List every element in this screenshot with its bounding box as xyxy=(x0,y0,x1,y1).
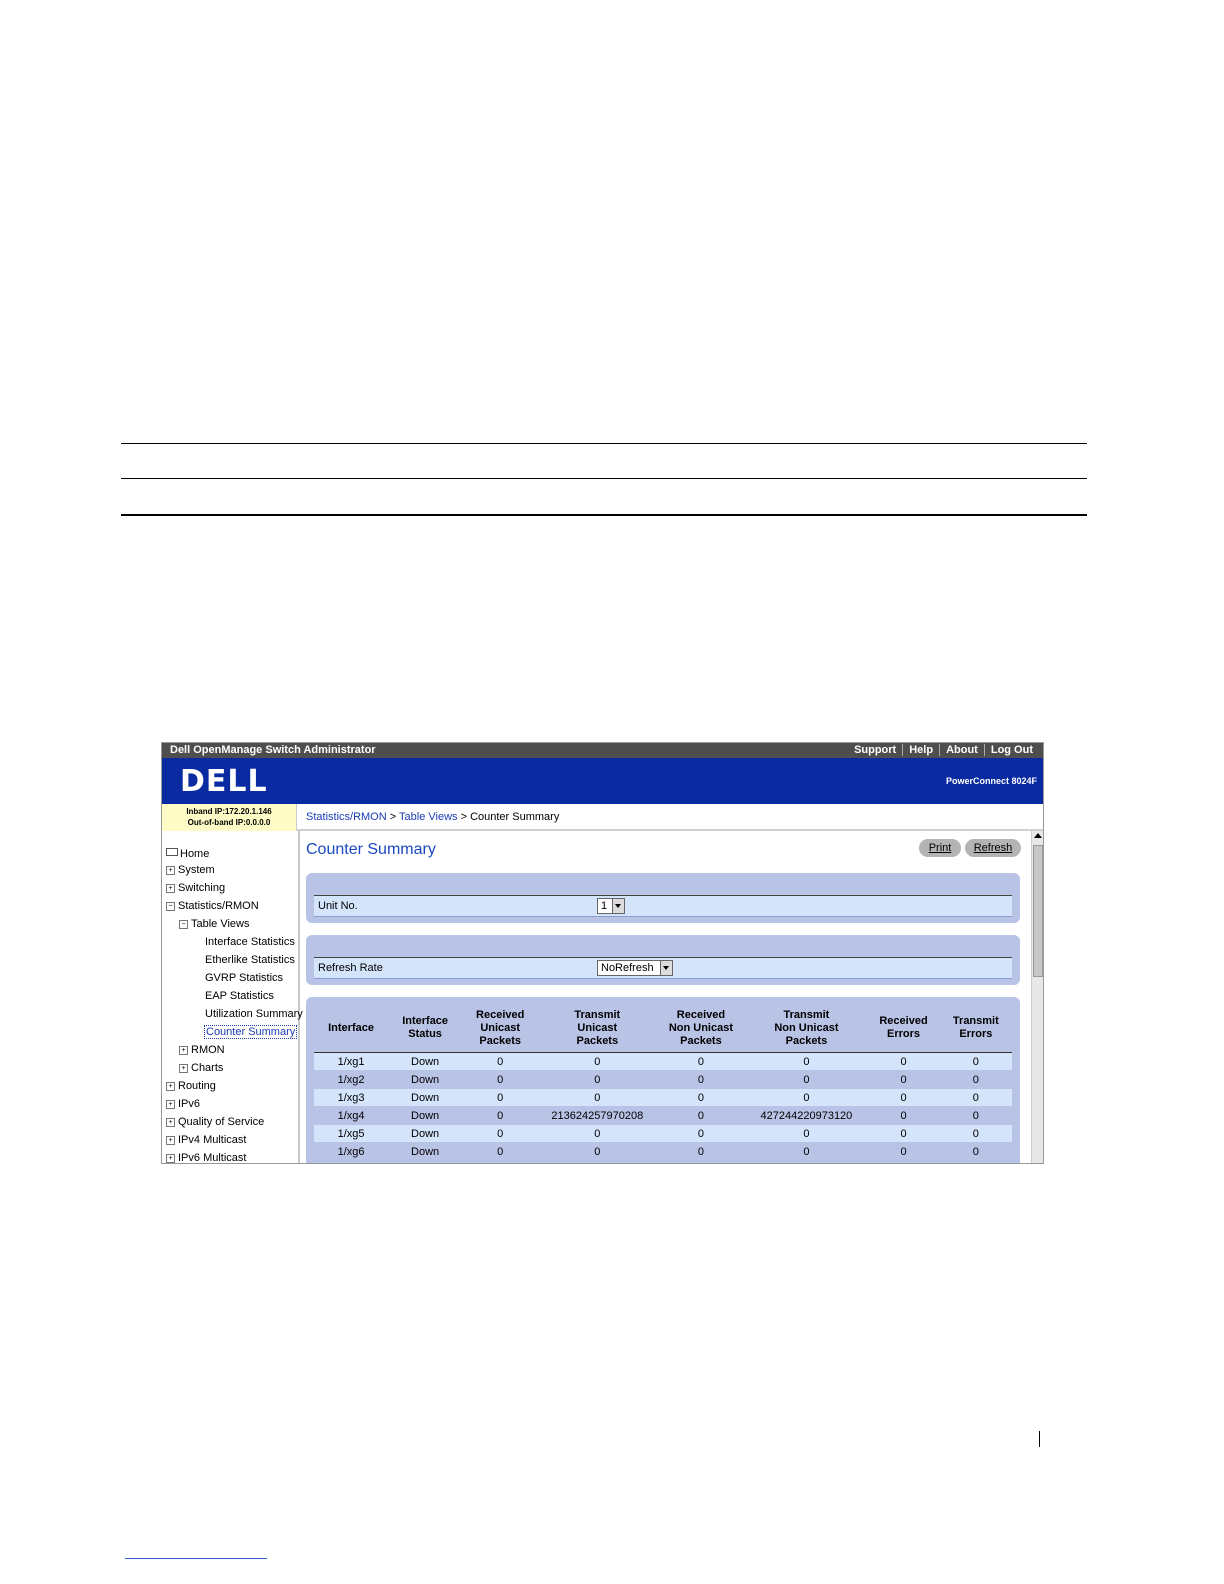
table-cell: 0 xyxy=(867,1125,939,1143)
col-received-non-unicast: Received Non Unicast Packets xyxy=(656,1004,745,1053)
nav-item-qos[interactable]: + Quality of Service xyxy=(166,1116,264,1128)
dell-logo: DELL xyxy=(180,764,268,799)
breadcrumb-separator: > xyxy=(386,811,400,823)
expand-icon[interactable]: + xyxy=(179,1046,188,1055)
table-cell: 1/xg6 xyxy=(314,1143,388,1161)
unit-select[interactable]: 1 xyxy=(597,898,625,914)
expand-icon[interactable]: + xyxy=(166,1136,175,1145)
table-cell: 0 xyxy=(940,1125,1012,1143)
table-cell: 0 xyxy=(656,1053,745,1071)
table-row xyxy=(314,1125,1012,1143)
table-cell: 1/xg5 xyxy=(314,1125,388,1143)
table-cell: 1/xg1 xyxy=(314,1053,388,1071)
table-cell: 0 xyxy=(462,1125,538,1143)
refresh-row xyxy=(314,957,1012,979)
nav-item-rmon[interactable]: + RMON xyxy=(179,1044,225,1056)
table-cell: 0 xyxy=(462,1089,538,1107)
table-cell: 0 xyxy=(940,1107,1012,1125)
table-cell: Down xyxy=(388,1107,462,1125)
expand-icon[interactable]: + xyxy=(166,1100,175,1109)
top-rule xyxy=(121,443,1087,444)
table-cell: Down xyxy=(388,1143,462,1161)
table-cell: 0 xyxy=(867,1071,939,1089)
breadcrumb-statistics[interactable]: Statistics/RMON xyxy=(306,811,387,823)
nav-item-ipv4-multicast[interactable]: + IPv4 Multicast xyxy=(166,1134,246,1146)
table-cell: 0 xyxy=(656,1143,745,1161)
scroll-up-arrow-icon[interactable] xyxy=(1034,833,1042,838)
nav-tree xyxy=(162,831,303,1164)
table-cell: 1/xg2 xyxy=(314,1071,388,1089)
nav-item-ipv6[interactable]: + IPv6 xyxy=(166,1098,200,1110)
ip-info xyxy=(162,804,297,833)
table-cell: 0 xyxy=(538,1143,656,1161)
table-cell: 0 xyxy=(462,1107,538,1125)
table-cell: 213624257970208 xyxy=(538,1107,656,1125)
table-cell: 0 xyxy=(656,1125,745,1143)
nav-item-home[interactable]: Home xyxy=(166,848,209,860)
about-link[interactable]: About xyxy=(939,744,984,756)
table-cell: 1/xg4 xyxy=(314,1107,388,1125)
table-cell: 0 xyxy=(940,1089,1012,1107)
table-cell: 0 xyxy=(656,1089,745,1107)
table-cell: 0 xyxy=(538,1071,656,1089)
outband-ip: Out-of-band IP:0.0.0.0 xyxy=(187,818,271,827)
expand-icon[interactable]: + xyxy=(166,1118,175,1127)
nav-item-gvrp-statistics[interactable]: GVRP Statistics xyxy=(205,972,284,984)
table-row xyxy=(314,1053,1012,1071)
home-icon xyxy=(166,848,178,856)
col-received-unicast: Received Unicast Packets xyxy=(462,1004,538,1053)
unit-row xyxy=(314,895,1012,917)
table-body xyxy=(314,1053,1012,1161)
table-cell: 0 xyxy=(867,1107,939,1125)
expand-icon[interactable]: + xyxy=(166,884,175,893)
table-row xyxy=(314,1071,1012,1089)
app-title: Dell OpenManage Switch Administrator xyxy=(170,744,376,756)
top-links xyxy=(848,744,1039,756)
table-cell: Down xyxy=(388,1089,462,1107)
expand-icon[interactable]: + xyxy=(166,1154,175,1163)
table-cell: 0 xyxy=(746,1053,868,1071)
nav-item-switching[interactable]: + Switching xyxy=(166,882,225,894)
counter-table-panel xyxy=(306,997,1020,1164)
table-cell: 0 xyxy=(462,1071,538,1089)
breadcrumb-current: Counter Summary xyxy=(470,811,560,823)
table-cell: 0 xyxy=(867,1053,939,1071)
page-number-mark xyxy=(1039,1431,1040,1447)
table-cell: 0 xyxy=(940,1053,1012,1071)
col-transmit-errors: Transmit Errors xyxy=(940,1004,1012,1053)
refresh-panel xyxy=(306,935,1020,985)
table-cell: 0 xyxy=(538,1089,656,1107)
nav-item-utilization-summary[interactable]: Utilization Summary xyxy=(205,1008,303,1020)
middle-rule xyxy=(121,478,1087,479)
table-cell: Down xyxy=(388,1071,462,1089)
nav-item-table-views[interactable]: − Table Views xyxy=(179,918,250,930)
breadcrumb-table-views[interactable]: Table Views xyxy=(399,811,458,823)
table-cell: 1/xg3 xyxy=(314,1089,388,1107)
nav-item-statistics[interactable]: − Statistics/RMON xyxy=(166,900,259,912)
page-title: Counter Summary xyxy=(306,841,436,858)
support-link[interactable]: Support xyxy=(854,744,897,756)
table-cell: 0 xyxy=(746,1125,868,1143)
scroll-thumb[interactable] xyxy=(1033,845,1043,977)
collapse-icon[interactable]: − xyxy=(179,920,188,929)
nav-item-counter-summary[interactable]: Counter Summary xyxy=(206,1026,296,1038)
col-transmit-non-unicast: Transmit Non Unicast Packets xyxy=(746,1004,868,1053)
table-row xyxy=(314,1089,1012,1107)
table-cell: 0 xyxy=(940,1143,1012,1161)
table-cell: 0 xyxy=(746,1143,868,1161)
chevron-down-icon[interactable] xyxy=(660,961,672,975)
table-cell: 0 xyxy=(867,1143,939,1161)
banner xyxy=(162,758,1043,804)
col-interface: Interface xyxy=(314,1004,388,1053)
nav-item-etherlike-statistics[interactable]: Etherlike Statistics xyxy=(205,954,295,966)
refresh-rate-select[interactable]: NoRefresh xyxy=(597,960,673,976)
help-link[interactable]: Help xyxy=(902,744,939,756)
product-name: PowerConnect 8024F xyxy=(945,776,1037,786)
counter-table xyxy=(314,1004,1012,1161)
table-cell: 0 xyxy=(746,1071,868,1089)
col-interface-status: Interface Status xyxy=(388,1004,462,1053)
unit-label: Unit No. xyxy=(318,900,358,912)
expand-icon[interactable]: + xyxy=(179,1064,188,1073)
main-content xyxy=(301,831,1031,1163)
breadcrumb xyxy=(306,811,559,823)
table-header-row xyxy=(314,1004,1012,1053)
nav-item-ipv6-multicast[interactable]: + IPv6 Multicast xyxy=(166,1152,246,1164)
col-received-errors: Received Errors xyxy=(867,1004,939,1053)
table-cell: 0 xyxy=(538,1125,656,1143)
col-transmit-unicast: Transmit Unicast Packets xyxy=(538,1004,656,1053)
table-cell: 0 xyxy=(462,1143,538,1161)
refresh-button[interactable]: Refresh xyxy=(965,839,1021,857)
bottom-rule xyxy=(121,514,1087,516)
table-cell: Down xyxy=(388,1053,462,1071)
table-cell: 0 xyxy=(867,1089,939,1107)
logout-link[interactable]: Log Out xyxy=(984,744,1039,756)
nav-item-interface-statistics[interactable]: Interface Statistics xyxy=(205,936,295,948)
expand-icon[interactable]: + xyxy=(166,1082,175,1091)
unit-panel xyxy=(306,873,1020,923)
table-cell: 0 xyxy=(538,1053,656,1071)
table-row xyxy=(314,1143,1012,1161)
nav-item-routing[interactable]: + Routing xyxy=(166,1080,216,1092)
nav-item-charts[interactable]: + Charts xyxy=(179,1062,223,1074)
table-cell: 427244220973120 xyxy=(746,1107,868,1125)
top-bar xyxy=(162,743,1043,758)
table-cell: Down xyxy=(388,1125,462,1143)
collapse-icon[interactable]: − xyxy=(166,902,175,911)
breadcrumb-separator: > xyxy=(457,811,471,823)
table-row xyxy=(314,1107,1012,1125)
print-button[interactable]: Print xyxy=(919,839,961,857)
vertical-scrollbar[interactable] xyxy=(1031,831,1043,1163)
table-cell: 0 xyxy=(940,1071,1012,1089)
nav-item-eap-statistics[interactable]: EAP Statistics xyxy=(205,990,274,1002)
inband-ip: Inband IP:172.20.1.146 xyxy=(186,807,272,816)
table-cell: 0 xyxy=(656,1107,745,1125)
expand-icon[interactable]: + xyxy=(166,866,175,875)
footer-link-underline xyxy=(125,1558,267,1559)
refresh-rate-label: Refresh Rate xyxy=(318,962,383,974)
table-cell: 0 xyxy=(656,1071,745,1089)
chevron-down-icon[interactable] xyxy=(612,899,624,913)
table-cell: 0 xyxy=(462,1053,538,1071)
nav-item-system[interactable]: + System xyxy=(166,864,215,876)
switch-admin-screenshot xyxy=(161,742,1044,1164)
table-cell: 0 xyxy=(746,1089,868,1107)
